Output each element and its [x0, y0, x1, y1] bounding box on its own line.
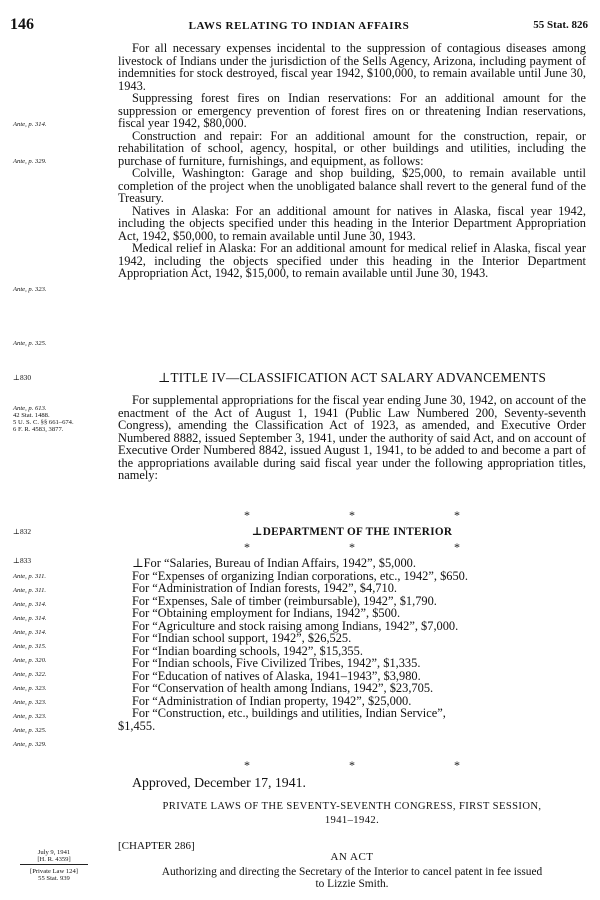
private-laws-heading: [118, 800, 586, 828]
chapter-number: [CHAPTER 286]: [118, 840, 195, 852]
list-item: For “Administration of Indian forests, 1942”, $4,710.: [132, 581, 397, 595]
margin-note: Ante, p. 322.: [13, 671, 47, 678]
paragraph-contagious-diseases: For all necessary expenses incidental to the suppression of contagious diseases among livestock of Indians under the jurisdiction of the Sells Agency, Arizona, including payment of indemnities for stock destroyed, fiscal year 1942, $100,000, to remain available until June 30, 1943.: [118, 41, 586, 93]
approval-date: Approved, December 17, 1941.: [132, 775, 306, 790]
list-item: For “Expenses, Sale of timber (reimbursable), 1942”, $1,790.: [132, 593, 437, 608]
margin-note: [Private Law 124]: [30, 868, 78, 875]
list-item: For “Expenses of organizing Indian corporations, etc., 1942”, $650.: [132, 568, 468, 583]
margin-note: Ante, p. 325.: [13, 727, 47, 734]
margin-note: July 9, 1941: [37, 849, 71, 856]
list-item: For “Indian boarding schools, 1942”, $15,355.: [132, 643, 363, 658]
list-item: For “Administration of Indian property, 1942”, $25,000.: [132, 693, 412, 708]
margin-note: Ante, p. 329.: [13, 158, 47, 165]
list-item: For “Obtaining employment for Indians, 1942”, $500.: [132, 606, 401, 620]
section-stars: * * *: [244, 508, 460, 522]
margin-note: Ante, p. 613.: [13, 405, 47, 412]
list-item: For “Indian school support, 1942”, $26,525.: [132, 631, 352, 645]
appropriation-items: [118, 557, 586, 732]
section-stars: * * *: [244, 758, 460, 772]
margin-note: Ante, p. 323.: [13, 286, 47, 293]
margin-note: [H. R. 4359]: [37, 856, 71, 863]
running-title: LAWS RELATING TO INDIAN AFFAIRS: [188, 20, 410, 32]
paragraph-medical-relief: Medical relief in Alaska: For an additional amount for medical relief in Alaska, fiscal year 1942, including the objects specified under this heading in the Interior Department Appropriation Act, 1942, $15,000, to remain available until June 30, 1943.: [118, 241, 586, 280]
margin-note: Ante, p. 323.: [13, 699, 47, 706]
margin-note: Ante, p. 325.: [13, 340, 47, 347]
margin-note: 55 Stat. 939: [38, 875, 70, 882]
margin-note: 6 F. R. 4583, 3877.: [13, 426, 64, 433]
margin-note: Ante, p. 314.: [13, 615, 47, 622]
paragraph-colville: Colville, Washington: Garage and shop building, $25,000, to remain available until completion of the project when the unobligated balance shall revert to the general fund of the Treasury.: [118, 166, 586, 205]
act-description: [118, 866, 586, 890]
paragraph-natives-alaska: Natives in Alaska: For an additional amount for natives in Alaska, fiscal year 1942, including the objects specified under this heading in the Interior Department Appropriation Act, 1942, $50,000, to remain available until June 30, 1943.: [118, 203, 586, 243]
margin-note: Ante, p. 315.: [13, 643, 47, 650]
title-iv-text: [118, 394, 586, 482]
list-item: For “Construction, etc., buildings and utilities, Indian Service”,: [132, 706, 446, 720]
act-description-line1: Authorizing and directing the Secretary of the Interior to cancel patent in fee issued: [161, 866, 543, 878]
margin-note: 5 U. S. C. §§ 661–674.: [13, 419, 74, 426]
private-laws-heading-line2: 1941–1942.: [324, 815, 380, 826]
act-description-line2: to Lizzie Smith.: [315, 878, 389, 890]
margin-note: Ante, p. 323.: [13, 713, 47, 720]
running-header: [10, 16, 588, 34]
list-item: For “Conservation of health among Indians, 1942”, $23,705.: [132, 681, 434, 695]
page-break-marker: ⊥830: [13, 373, 32, 382]
list-item: For “Education of natives of Alaska, 1941–1943”, $3,980.: [132, 668, 421, 683]
margin-note: Ante, p. 311.: [13, 587, 47, 594]
list-item: For “Agriculture and stock raising among Indians, 1942”, $7,000.: [132, 618, 459, 633]
margin-note: Ante, p. 314.: [13, 601, 47, 608]
an-act-heading: AN ACT: [330, 851, 374, 863]
margin-divider: [20, 864, 88, 866]
margin-note: Ante, p. 314.: [13, 121, 47, 128]
margin-note: Ante, p. 311.: [13, 573, 47, 580]
appropriation-paragraphs: [118, 42, 586, 280]
margin-note: 42 Stat. 1488.: [13, 412, 50, 419]
list-item: ⊥For “Salaries, Bureau of Indian Affairs, 1942”, $5,000.: [132, 556, 416, 570]
page-break-marker: ⊥833: [13, 556, 32, 565]
section-stars: * * *: [244, 540, 460, 554]
paragraph-construction-repair: Construction and repair: For an additional amount for the construction, repair, or rehabilitation of school, agency, hospital, or other buildings and utilities, including the purchase of furniture, furnishings, and equipment, as follows:: [118, 128, 586, 168]
page-break-marker: ⊥832: [13, 527, 32, 536]
private-laws-heading-line1: PRIVATE LAWS OF THE SEVENTY-SEVENTH CONGRESS, FIRST SESSION,: [162, 801, 542, 812]
title-iv-heading: ⊥TITLE IV—CLASSIFICATION ACT SALARY ADVANCEMENTS: [157, 370, 547, 385]
paragraph-forest-fires: Suppressing forest fires on Indian reservations: For an additional amount for the suppression or emergency prevention of forest fires on or threatening Indian reservations, fiscal year 1942, $80,000.: [118, 91, 586, 130]
list-item-continuation: $1,455.: [118, 718, 156, 733]
margin-note: Ante, p. 329.: [13, 741, 47, 748]
margin-note: Ante, p. 314.: [13, 629, 47, 636]
department-heading: ⊥DEPARTMENT OF THE INTERIOR: [251, 526, 453, 538]
margin-note: Ante, p. 320.: [13, 657, 47, 664]
statute-reference: 55 Stat. 826: [533, 19, 588, 31]
margin-note: Ante, p. 323.: [13, 685, 47, 692]
paragraph-supplemental-appropriations: For supplemental appropriations for the fiscal year ending June 30, 1942, on account of the enactment of the Act of August 1, 1941 (Public Law Numbered 200, Seventy-seventh Congress), amending the Classification Act of 1923, as amended, and Executive Order Numbered 8882, issued September 3, 1941, under the authority of said Act, and on account of Executive Order Numbered 8842, issued August 1, 1941, to be added to and become a part of the appropriations available during said fiscal year under the following appropriation titles, namely:: [118, 393, 586, 482]
list-item: For “Indian schools, Five Civilized Tribes, 1942”, $1,335.: [132, 656, 421, 670]
page-number: 146: [10, 16, 34, 33]
